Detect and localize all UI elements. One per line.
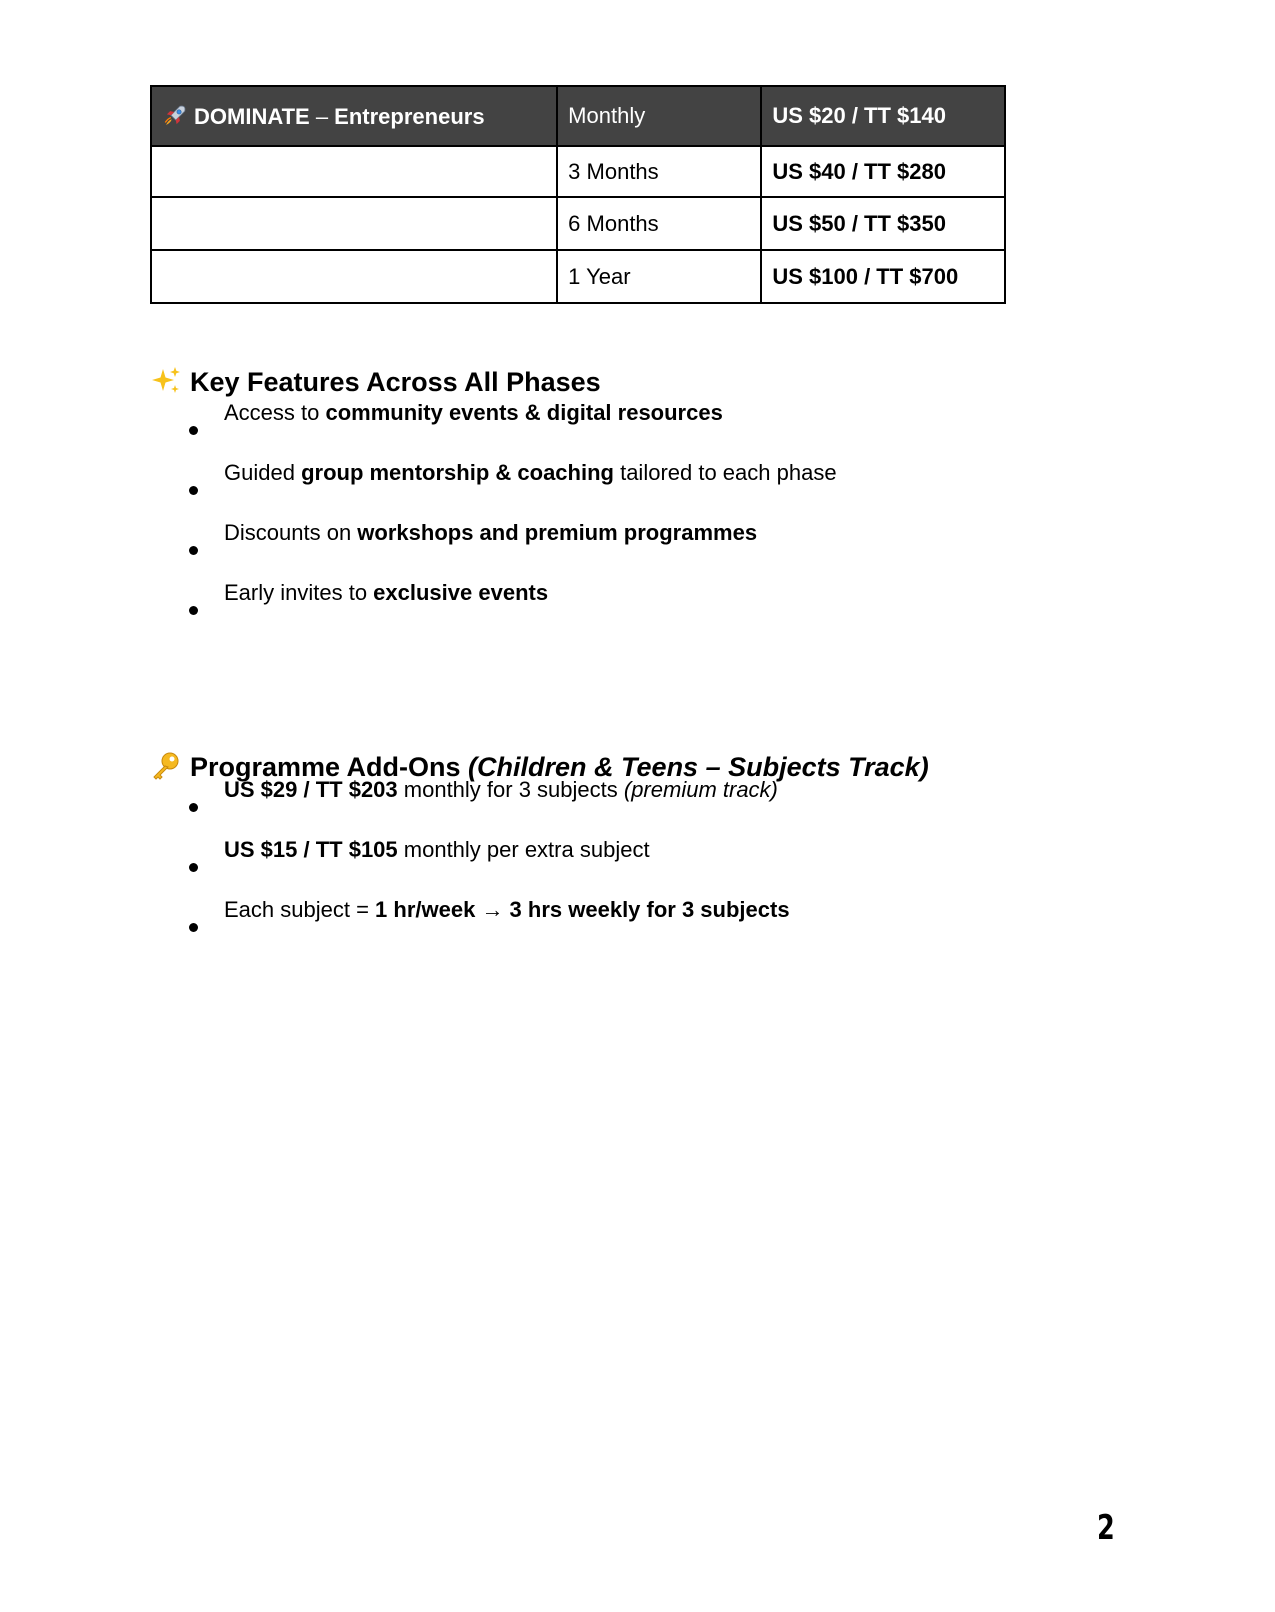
- empty-cell: [151, 146, 557, 197]
- price-cell: US $40 / TT $280: [761, 146, 1005, 197]
- item-text: monthly for 3 subjects: [397, 777, 624, 802]
- item-bold: workshops and premium programmes: [357, 520, 758, 545]
- addons-title: Programme Add-Ons: [190, 752, 469, 782]
- bullet-dot-icon: [189, 486, 198, 495]
- period-cell: 1 Year: [557, 250, 761, 303]
- features-title: Key Features Across All Phases: [190, 367, 601, 397]
- key-icon: [150, 750, 182, 782]
- item-text: monthly per extra subject: [397, 837, 650, 862]
- item-text: Each subject =: [224, 897, 376, 922]
- period-cell: 3 Months: [557, 146, 761, 197]
- empty-cell: [151, 250, 557, 303]
- table-row: [151, 146, 1005, 197]
- bullet-dot-icon: [189, 606, 198, 615]
- period-cell: 6 Months: [557, 197, 761, 250]
- pricing-table: [150, 85, 1006, 304]
- plan-name-cell: [151, 86, 557, 146]
- addons-title-italic: (Children & Teens – Subjects Track): [468, 752, 929, 782]
- bullet-dot-icon: [189, 803, 198, 812]
- list-item: [186, 897, 790, 957]
- list-item: [186, 777, 790, 837]
- plan-audience: Entrepreneurs: [334, 103, 485, 129]
- addons-list: [186, 777, 790, 957]
- plan-separator: –: [309, 103, 335, 129]
- item-text: tailored to each phase: [613, 460, 837, 485]
- features-list: [186, 400, 837, 640]
- list-item: [186, 580, 837, 640]
- item-text: Guided: [224, 460, 302, 485]
- table-header-row: [151, 86, 1005, 146]
- item-bold: 1 hr/week → 3 hrs weekly for 3 subjects: [375, 897, 790, 922]
- item-bold: US $29 / TT $203: [224, 777, 398, 802]
- item-bold: community events & digital resources: [325, 400, 723, 425]
- price-cell: US $50 / TT $350: [761, 197, 1005, 250]
- bullet-dot-icon: [189, 863, 198, 872]
- item-bold: exclusive events: [373, 580, 549, 605]
- list-item: [186, 460, 837, 520]
- page-number: 2: [1097, 1508, 1115, 1548]
- list-item: [186, 837, 790, 897]
- list-item: [186, 400, 837, 460]
- rocket-icon: [162, 103, 188, 129]
- item-text: Access to: [224, 400, 326, 425]
- price-cell: US $100 / TT $700: [761, 250, 1005, 303]
- item-bold: US $15 / TT $105: [224, 837, 398, 862]
- table-row: [151, 250, 1005, 303]
- plan-name: DOMINATE: [194, 103, 310, 129]
- period-cell: Monthly: [557, 86, 761, 146]
- sparkles-icon: [150, 365, 182, 397]
- features-heading: [150, 365, 601, 398]
- item-italic: (premium track): [623, 777, 778, 802]
- price-cell: US $20 / TT $140: [761, 86, 1005, 146]
- item-bold: group mentorship & coaching: [301, 460, 614, 485]
- bullet-dot-icon: [189, 923, 198, 932]
- bullet-dot-icon: [189, 546, 198, 555]
- table-row: [151, 197, 1005, 250]
- list-item: [186, 520, 837, 580]
- empty-cell: [151, 197, 557, 250]
- item-text: Early invites to: [224, 580, 374, 605]
- bullet-dot-icon: [189, 426, 198, 435]
- item-text: Discounts on: [224, 520, 358, 545]
